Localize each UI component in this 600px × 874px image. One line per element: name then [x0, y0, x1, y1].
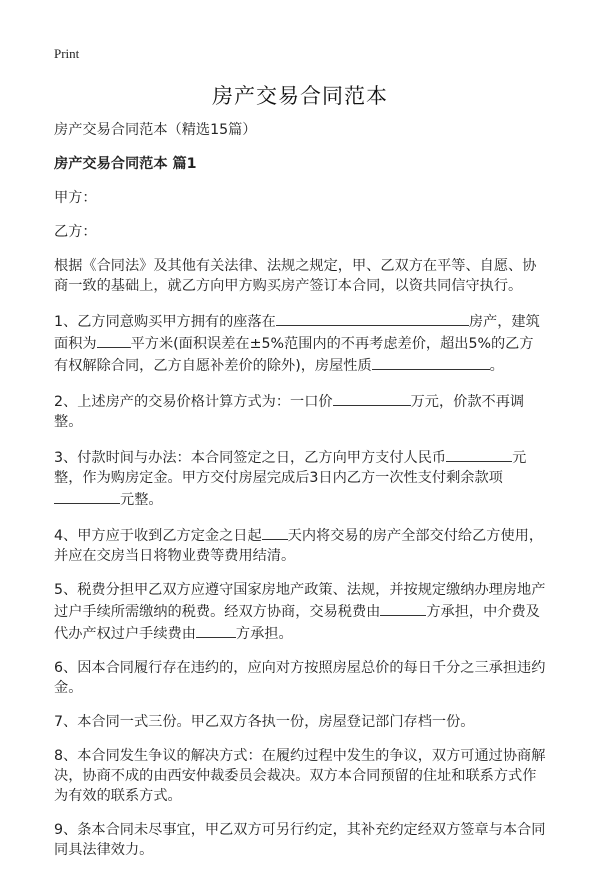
clause-1-text-d: 。: [489, 358, 504, 374]
clause-3-text-b: 元整，作为购房定金。甲方交付房屋完成后3日内乙方一次性支付剩余款项: [54, 450, 527, 486]
clause-4-text-b: 天内将交易的房产全部交付给乙方使用，并应在交房当日将物业费等费用结清。: [54, 528, 544, 564]
price-blank: [333, 390, 411, 406]
clause-1-text-a: 1、乙方同意购买甲方拥有的座落在: [54, 314, 276, 330]
agency-fee-party-blank: [196, 622, 236, 638]
print-link[interactable]: Print: [54, 46, 80, 61]
days-blank: [262, 524, 288, 540]
clause-8: 8、本合同发生争议的解决方式：在履约过程中发生的争议，双方可通过协商解决，协商不成的由西安仲裁委员会裁决。双方本合同预留的住址和联系方式作为有效的联系方式。: [54, 748, 546, 804]
clause-9: 9、条本合同未尽事宜，甲乙双方可另行约定，其补充约定经双方签章与本合同同具法律效力。: [54, 822, 546, 858]
location-blank: [276, 310, 469, 326]
clause-4-text-a: 4、甲方应于收到乙方定金之日起: [54, 528, 262, 544]
clause-6: 6、因本合同履行存在违约的，应向对方按照房屋总价的每日千分之三承担违约金。: [54, 660, 546, 696]
section-heading: 房产交易合同范本 篇1: [54, 156, 197, 172]
area-blank: [97, 332, 131, 348]
preamble-paragraph: 根据《合同法》及其他有关法律、法规之规定，甲、乙双方在平等、自愿、协商一致的基础上，就乙方向甲方购买房产签订本合同，以资共同信守执行。: [54, 258, 537, 294]
clause-3-text-a: 3、付款时间与办法：本合同签定之日，乙方向甲方支付人民币: [54, 450, 447, 466]
party-b-line: 乙方：: [54, 224, 97, 240]
clause-5-text-b: 方承担，中介费及代办产权过户手续费由: [54, 604, 540, 642]
clause-7: 7、本合同一式三份。甲乙双方各执一份，房屋登记部门存档一份。: [54, 714, 475, 730]
clause-2: [54, 390, 546, 432]
clause-5-text-a: 5、税费分担甲乙双方应遵守国家房地产政策、法规，并按规定缴纳办理房地产过户手续所需缴纳的税费。经双方协商，交易税费由: [54, 582, 546, 620]
clause-3-text-c: 元整。: [120, 492, 163, 508]
deposit-blank: [446, 446, 512, 462]
property-type-blank: [372, 354, 490, 370]
party-a-line: 甲方：: [54, 190, 97, 206]
clause-1-text-b: 房产，建筑面积为: [54, 314, 540, 352]
tax-party-blank: [380, 600, 426, 616]
clause-5-text-c: 方承担。: [235, 626, 293, 642]
document-body: [54, 120, 546, 874]
clause-2-text-b: 万元，价款不再调整。: [54, 394, 525, 430]
clause-1: [54, 310, 546, 376]
clause-3: [54, 446, 546, 510]
document-subtitle: 房产交易合同范本（精选15篇）: [54, 122, 257, 138]
clause-2-text-a: 2、上述房产的交易价格计算方式为：一口价: [54, 394, 333, 410]
balance-blank: [54, 488, 120, 504]
clause-4: [54, 524, 546, 566]
clause-5: [54, 580, 546, 644]
clause-1-text-c: 平方米(面积误差在±5%范围内的不再考虑差价，超出5%的乙方有权解除合同，乙方自愿补差价的除外)，房屋性质: [54, 336, 534, 374]
document-title: 房产交易合同范本: [212, 84, 388, 108]
